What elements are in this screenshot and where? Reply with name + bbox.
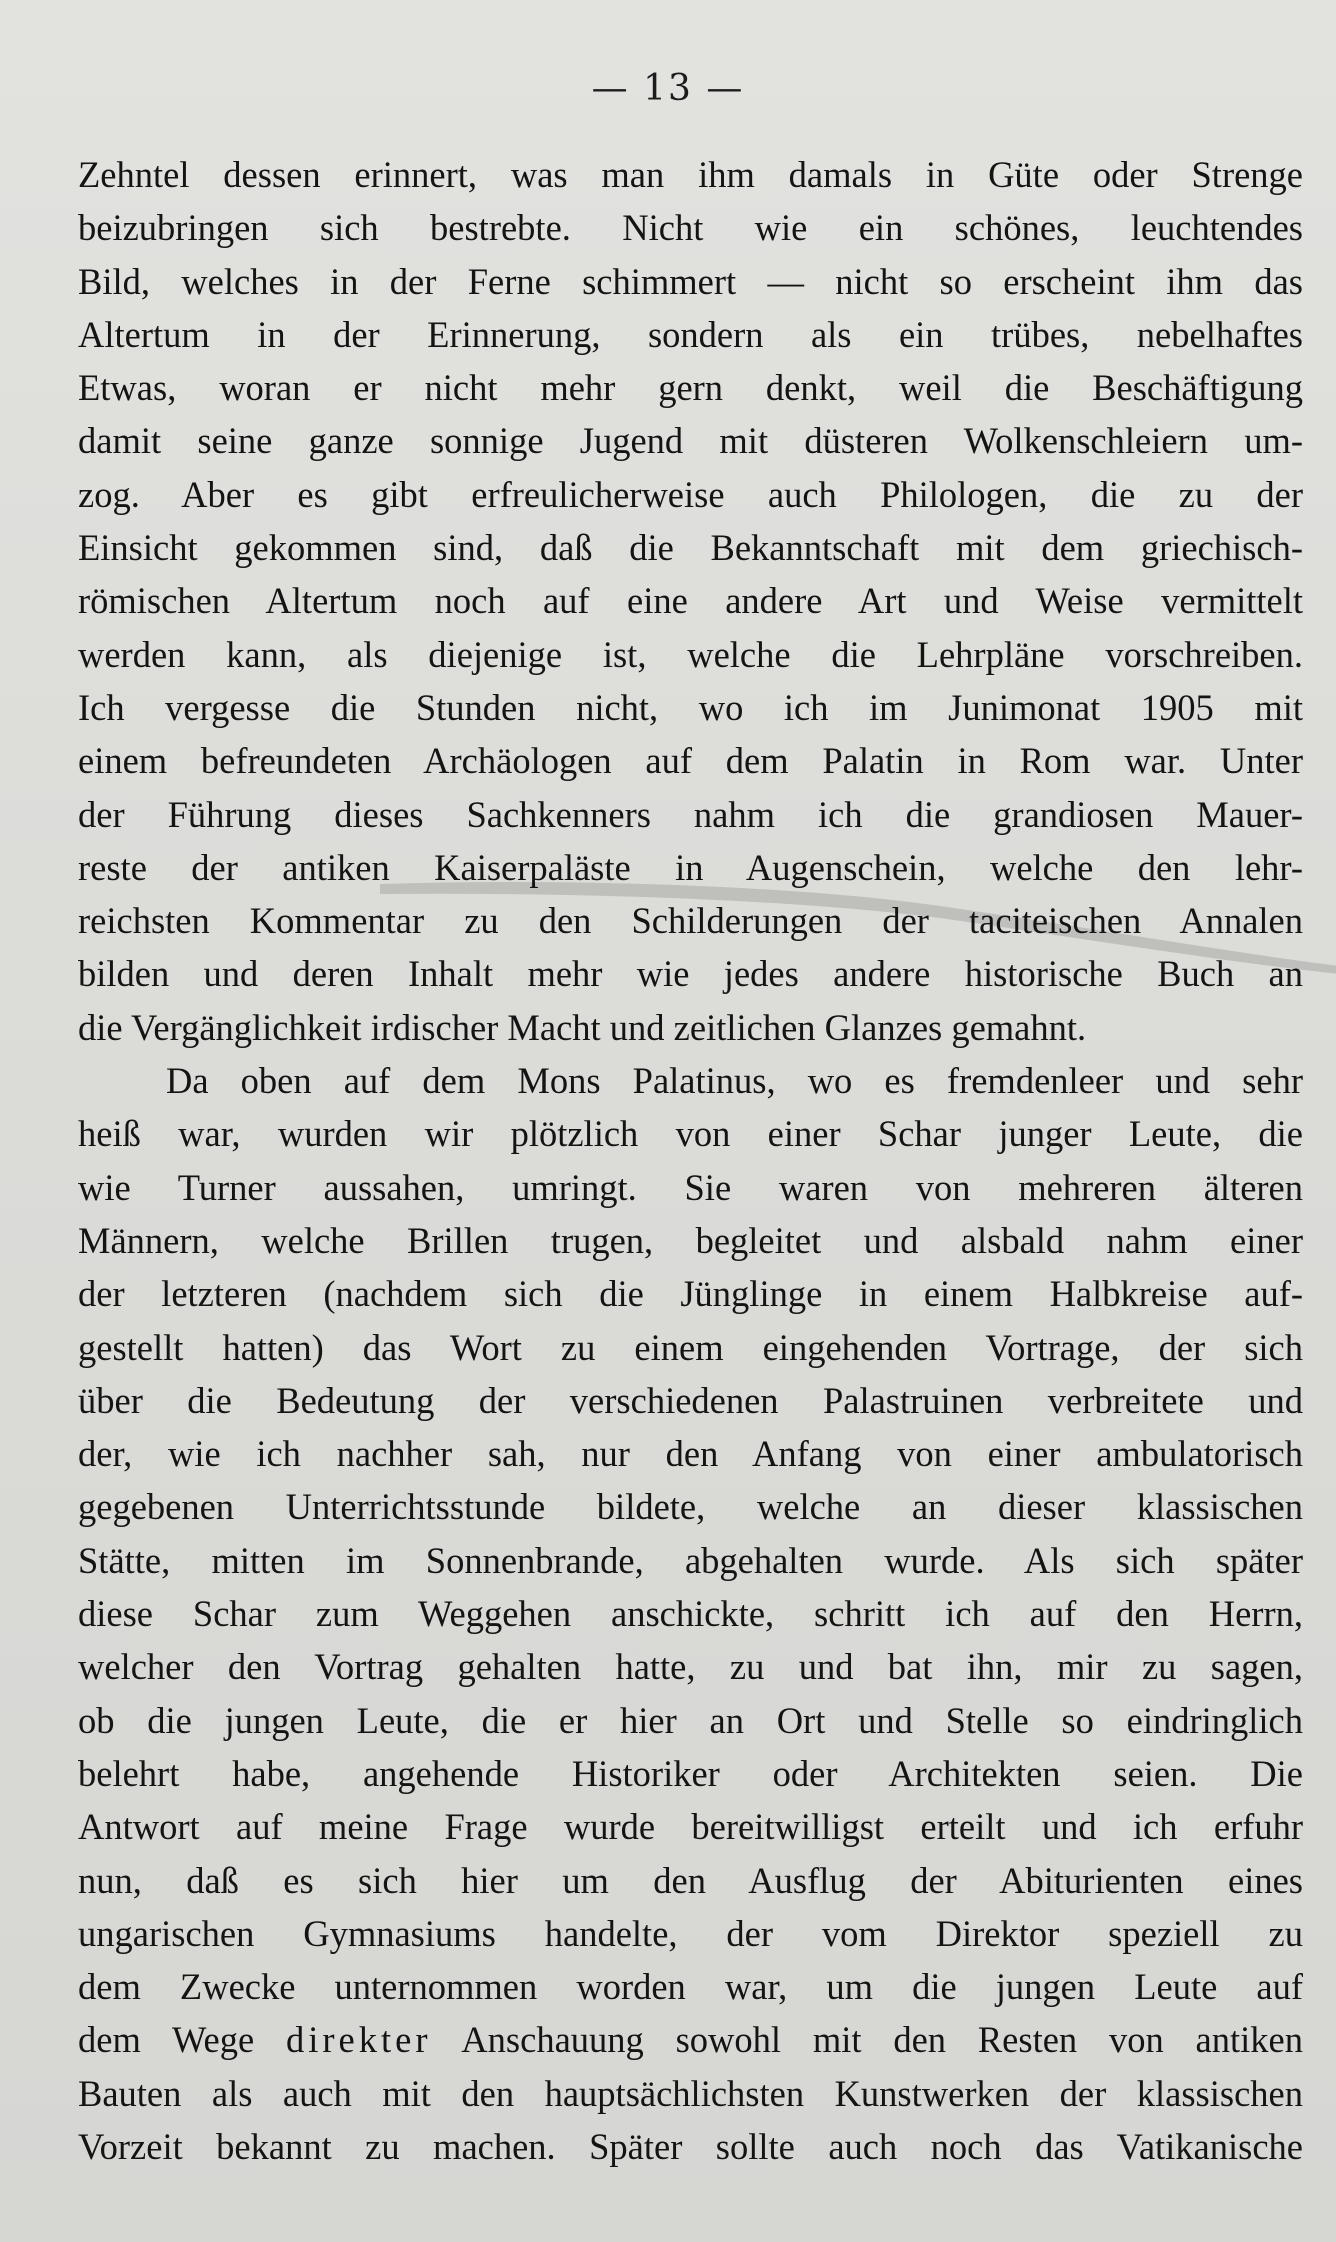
body-text bbox=[78, 148, 1303, 2173]
text-line: Etwas, woran er nicht mehr gern denkt, weil die Beschäftigung bbox=[78, 367, 1303, 409]
text-line: Vorzeit bekannt zu machen. Später sollte auch noch das Vatikanische bbox=[78, 2125, 1303, 2167]
text-line: die Vergänglichkeit irdischer Macht und zeitlichen Glanzes gemahnt. bbox=[78, 1006, 1087, 1048]
text-line: ungarischen Gymnasiums handelte, der vom Direktor speziell zu bbox=[78, 1912, 1303, 1954]
text-line: reichsten Kommentar zu den Schilderungen der taciteischen Annalen bbox=[78, 900, 1303, 942]
text-line: Zehntel dessen erinnert, was man ihm damals in Güte oder Strenge bbox=[78, 154, 1303, 195]
text-line: römischen Altertum noch auf eine andere Art und Weise vermittelt bbox=[78, 580, 1303, 622]
text-line: bilden und deren Inhalt mehr wie jedes andere historische Buch an bbox=[78, 953, 1303, 995]
text-line: reste der antiken Kaiserpaläste in Augenschein, welche den lehr- bbox=[78, 846, 1303, 888]
text-line: damit seine ganze sonnige Jugend mit düsteren Wolkenschleiern um- bbox=[78, 420, 1303, 462]
text-line: nun, daß es sich hier um den Ausflug der Abiturienten eines bbox=[78, 1859, 1303, 1901]
text-line: Stätte, mitten im Sonnenbrande, abgehalten wurde. Als sich später bbox=[78, 1539, 1303, 1581]
text-line: beizubringen sich bestrebte. Nicht wie ein schönes, leuchtendes bbox=[78, 207, 1303, 249]
text-line: Da oben auf dem Mons Palatinus, wo es fremdenleer und sehr bbox=[166, 1060, 1303, 1102]
text-line: dem Zwecke unternommen worden war, um die jungen Leute auf bbox=[78, 1966, 1303, 2008]
text-line: diese Schar zum Weggehen anschickte, schritt ich auf den Herrn, bbox=[78, 1593, 1303, 1635]
text-line: gegebenen Unterrichtsstunde bildete, welche an dieser klassischen bbox=[78, 1486, 1303, 1528]
text-line: gestellt hatten) das Wort zu einem eingehenden Vortrage, der sich bbox=[78, 1326, 1303, 1368]
text-line: ob die jungen Leute, die er hier an Ort und Stelle so eindringlich bbox=[78, 1699, 1303, 1741]
text-line: wie Turner aussahen, umringt. Sie waren von mehreren älteren bbox=[78, 1166, 1303, 1208]
spaced-word: direkter bbox=[286, 2019, 432, 2061]
page-number: — 13 — bbox=[591, 68, 745, 109]
text-line: einem befreundeten Archäologen auf dem Palatin in Rom war. Unter bbox=[78, 740, 1303, 782]
text-line: über die Bedeutung der verschiedenen Palastruinen verbreitete und bbox=[78, 1379, 1303, 1421]
text-line-spaced bbox=[78, 2013, 1303, 2066]
text-line: Antwort auf meine Frage wurde bereitwilligst erteilt und ich erfuhr bbox=[78, 1806, 1303, 1848]
text-line: zog. Aber es gibt erfreulicherweise auch Philologen, die zu der bbox=[78, 473, 1303, 515]
text-line: Bauten als auch mit den hauptsächlichsten Kunstwerken der klassischen bbox=[78, 2072, 1303, 2114]
text-line: Bild, welches in der Ferne schimmert — nicht so erscheint ihm das bbox=[78, 260, 1303, 302]
paragraph-1 bbox=[78, 148, 1303, 1054]
text-line: der Führung dieses Sachkenners nahm ich die grandiosen Mauer- bbox=[78, 793, 1303, 835]
text-line: Einsicht gekommen sind, daß die Bekanntschaft mit dem griechisch- bbox=[78, 527, 1303, 569]
text-line: Altertum in der Erinnerung, sondern als ein trübes, nebelhaftes bbox=[78, 313, 1303, 355]
paragraph-2 bbox=[78, 1054, 1303, 2173]
text-line: werden kann, als diejenige ist, welche die Lehrpläne vorschreiben. bbox=[78, 633, 1303, 675]
text-line: Männern, welche Brillen trugen, begleitet und alsbald nahm einer bbox=[78, 1219, 1303, 1261]
text-line: der, wie ich nachher sah, nur den Anfang von einer ambulatorisch bbox=[78, 1433, 1303, 1475]
text-line: belehrt habe, angehende Historiker oder Architekten seien. Die bbox=[78, 1752, 1303, 1794]
text-segment: Anschauung sowohl mit den Resten von antiken bbox=[431, 2019, 1303, 2061]
text-line: welcher den Vortrag gehalten hatte, zu und bat ihn, mir zu sagen, bbox=[78, 1646, 1303, 1688]
text-line: Ich vergesse die Stunden nicht, wo ich im Junimonat 1905 mit bbox=[78, 686, 1303, 728]
text-line: heiß war, wurden wir plötzlich von einer Schar junger Leute, die bbox=[78, 1113, 1303, 1155]
text-segment: dem Wege bbox=[78, 2019, 286, 2061]
text-line: der letzteren (nachdem sich die Jünglinge in einem Halbkreise auf- bbox=[78, 1273, 1303, 1315]
